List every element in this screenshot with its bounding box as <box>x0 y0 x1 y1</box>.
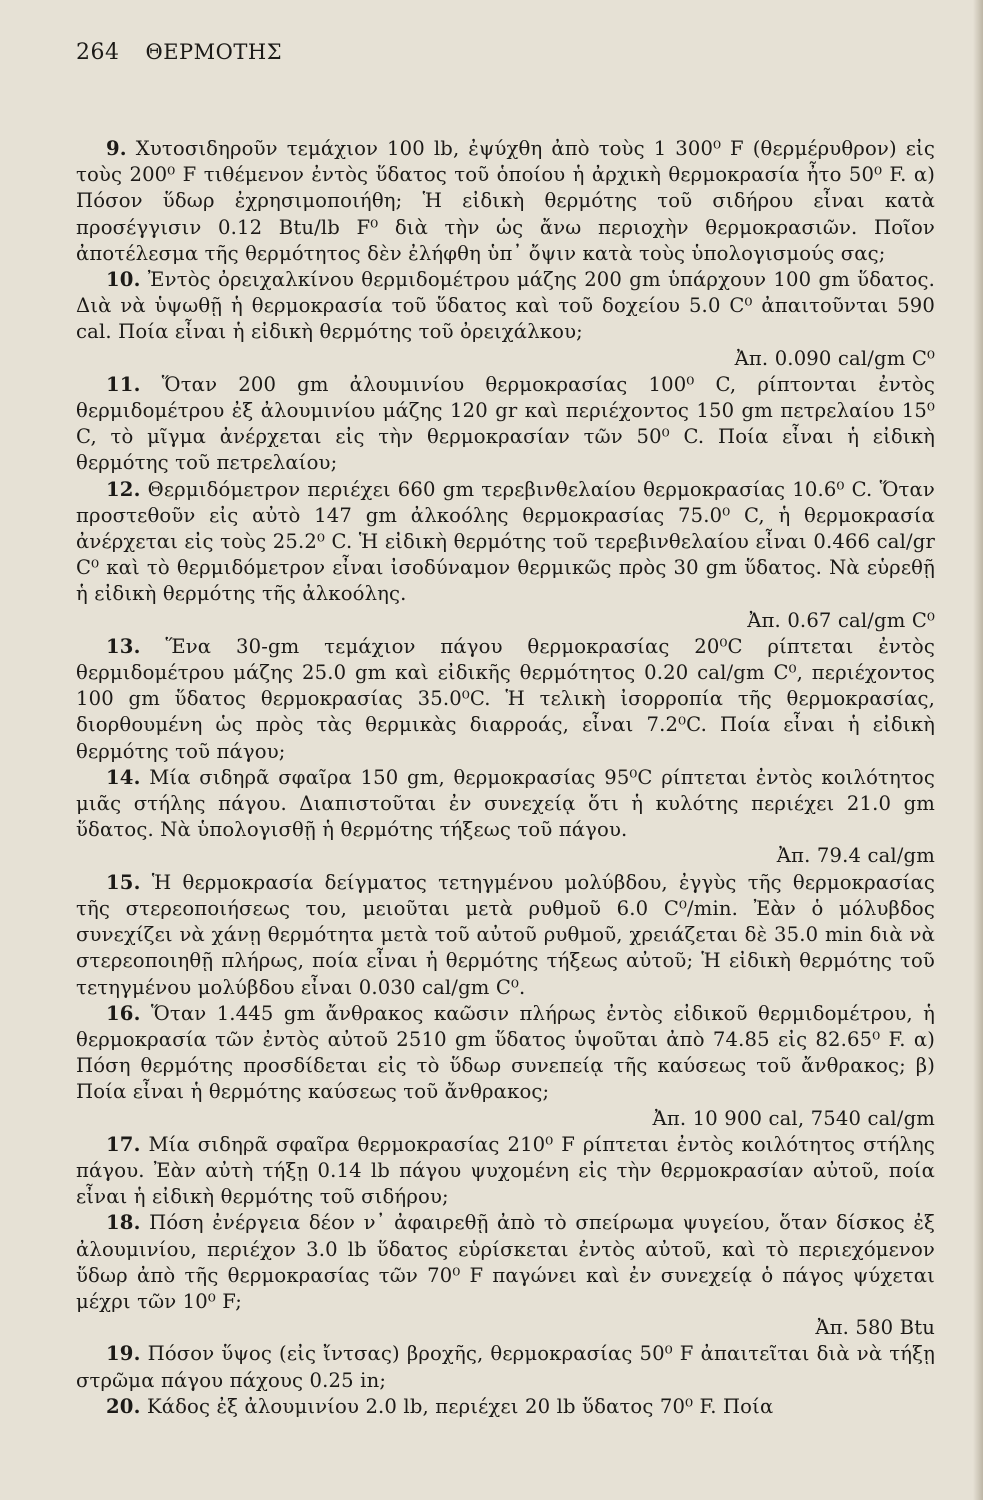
problem-answer: Ἀπ. 10 900 cal, 7540 cal/gm <box>652 1106 935 1130</box>
problem-answer: Ἀπ. 79.4 cal/gm <box>776 844 935 868</box>
problem-text: Πόσον ὕψος (εἰς ἴντσας) βροχῆς, θερμοκρασίας 50⁰ F ἀπαιτεῖται διὰ νὰ τήξῃ στρῶμα πάγου πάχους 0.25 in; <box>76 1342 935 1392</box>
problem-9 <box>76 136 935 267</box>
page-header <box>76 40 935 84</box>
problem-number: 11. <box>106 372 141 396</box>
problem-text: Ὅταν 200 gm ἀλουμινίου θερμοκρασίας 100⁰ C, ρίπτονται ἐντὸς θερμιδομέτρου ἐξ ἀλουμινίου μάζης 120 gr καὶ περιέχοντος 150 gm πετρελαίου 15⁰ C, τὸ μῖγμα ἀνέρχεται εἰς τὴν θερμοκρασίαν τῶν 50⁰ C. Ποία εἶναι ἡ εἰδικὴ θερμότης τοῦ πετρελαίου; <box>76 372 935 475</box>
problem-number: 9. <box>106 137 127 160</box>
problem-text: Ὅταν 1.445 gm ἄνθρακος καῶσιν πλήρως ἐντὸς εἰδικοῦ θερμιδομέτρου, ἡ θερμοκρασία τῶν ἐντὸς αὐτοῦ 2510 gm ὕδατος ὑψοῦται ἀπὸ 74.85 εἰς 82.65⁰ F. α) Πόση θερμότης προσδίδεται εἰς τὸ ὕδωρ συνεπείᾳ τῆς καύσεως τοῦ ἄνθρακος; β) Ποία εἶναι ἡ θερμότης καύσεως τοῦ ἄνθρακος; <box>76 1001 935 1104</box>
problem-number: 20. <box>106 1394 141 1418</box>
problem-text: Ἐντὸς ὀρειχαλκίνου θερμιδομέτρου μάζης 200 gm ὑπάρχουν 100 gm ὕδατος. Διὰ νὰ ὑψωθῇ ἡ θερμοκρασία τοῦ ὕδατος καὶ τοῦ δοχείου 5.0 C⁰ ἀπαιτοῦνται 590 cal. Ποία εἶναι ἡ εἰδικὴ θερμότης τοῦ ὀρειχάλκου; <box>76 268 935 344</box>
problem-number: 13. <box>106 634 141 658</box>
problem-number: 14. <box>106 765 141 789</box>
problem-14 <box>76 765 935 870</box>
problem-number: 12. <box>106 477 141 501</box>
problem-text: Ἡ θερμοκρασία δείγματος τετηγμένου μολύβδου, ἐγγὺς τῆς θερμοκρασίας τῆς στερεοποιήσεως του, μειοῦται μετὰ ρυθμοῦ 6.0 C⁰/min. Ἐὰν ὁ μόλυβδος συνεχίζει νὰ χάνῃ θερμότητα μετὰ τοῦ αὐτοῦ ρυθμοῦ, χρειάζεται δὲ 35.0 min διὰ νὰ στερεοποιηθῇ πλήρως, ποία εἶναι ἡ θερμότης τήξεως αὐτοῦ; Ἡ εἰδικὴ θερμότης τοῦ τετηγμένου μολύβδου εἶναι 0.030 cal/gm C⁰. <box>76 870 935 999</box>
problem-12 <box>76 477 935 634</box>
problem-text: Θερμιδόμετρον περιέχει 660 gm τερεβινθελαίου θερμοκρασίας 10.6⁰ C. Ὅταν προστεθοῦν εἰς αὐτὸ 147 gm ἀλκοόλης θερμοκρασίας 75.0⁰ C, ἡ θερμοκρασία ἀνέρχεται εἰς τοὺς 25.2⁰ C. Ἡ εἰδικὴ θερμότης τοῦ τερεβινθελαίου εἶναι 0.466 cal/gr C⁰ καὶ τὸ θερμιδόμετρον εἶναι ἰσοδύναμον θερμικῶς πρὸς 30 gm ὕδατος. Νὰ εὑρεθῇ ἡ εἰδικὴ θερμότης τῆς ἀλκοόλης. <box>76 477 935 606</box>
problem-number: 19. <box>106 1342 141 1366</box>
problem-text: Μία σιδηρᾶ σφαῖρα θερμοκρασίας 210⁰ F ρίπτεται ἐντὸς κοιλότητος στήλης πάγου. Ἐὰν αὐτὴ τήξῃ 0.14 lb πάγου ψυχομένη εἰς τὴν θερμοκρασίαν αὐτοῦ, ποία εἶναι ἡ εἰδικὴ θερμότης τοῦ σιδήρου; <box>76 1132 935 1209</box>
problem-list <box>76 136 935 1420</box>
problem-answer: Ἀπ. 580 Btu <box>815 1316 935 1340</box>
running-title: ΘΕΡΜΟΤΗΣ <box>145 40 283 64</box>
problem-11 <box>76 372 935 477</box>
problem-text: Κάδος ἐξ ἀλουμινίου 2.0 lb, περιέχει 20 lb ὕδατος 70⁰ F. Ποία <box>146 1394 774 1418</box>
problem-text: Μία σιδηρᾶ σφαῖρα 150 gm, θερμοκρασίας 95⁰C ρίπτεται ἐντὸς κοιλότητος μιᾶς στήλης πάγου. Διαπιστοῦται ἐν συνεχείᾳ ὅτι ἡ κυλότης περιέχει 21.0 gm ὕδατος. Νὰ ὑπολογισθῇ ἡ θερμότης τήξεως τοῦ πάγου. <box>76 765 935 842</box>
problem-19 <box>76 1341 935 1393</box>
problem-answer: Ἀπ. 0.67 cal/gm C⁰ <box>747 608 935 632</box>
problem-15 <box>76 870 935 1001</box>
problem-text: Πόση ἐνέργεια δέον ν᾽ ἀφαιρεθῇ ἀπὸ τὸ σπείρωμα ψυγείου, ὅταν δίσκος ἐξ ἀλουμινίου, περιέχον 3.0 lb ὕδατος εὑρίσκεται ἐντὸς αὐτοῦ, καὶ τὸ περιεχόμενον ὕδωρ ἀπὸ τῆς θερμοκρασίας τῶν 70⁰ F παγώνει καὶ ἐν συνεχείᾳ ὁ πάγος ψύχεται μέχρι τῶν 10⁰ F; <box>76 1211 935 1313</box>
problem-answer: Ἀπ. 0.090 cal/gm C⁰ <box>734 346 935 370</box>
problem-number: 15. <box>106 870 141 894</box>
problem-number: 18. <box>106 1211 141 1235</box>
page-number: 264 <box>76 40 120 65</box>
problem-20 <box>76 1394 935 1420</box>
problem-number: 17. <box>106 1132 141 1156</box>
problem-number: 16. <box>106 1001 141 1025</box>
problem-number: 10. <box>106 268 141 292</box>
page-edge-shadow <box>973 0 983 1500</box>
problem-16 <box>76 1001 935 1132</box>
problem-text: Χυτοσιδηροῦν τεμάχιον 100 lb, ἐψύχθη ἀπὸ τοὺς 1 300⁰ F (θερμέρυθρον) εἰς τοὺς 200⁰ F τιθέμενον ἐντὸς ὕδατος τοῦ ὁποίου ἡ ἀρχικὴ θερμοκρασία ἦτο 50⁰ F. α) Πόσον ὕδωρ ἐχρησιμοποιήθη; Ἡ εἰδικὴ θερμότης τοῦ σιδήρου εἶναι κατὰ προσέγγισιν 0.12 Btu/lb F⁰ διὰ τὴν ὡς ἄνω περιοχὴν θερμοκρασιῶν. Ποῖον ἀποτέλεσμα τῆς θερμότητος δὲν ἐλήφθη ὑπ᾽ ὄψιν κατὰ τοὺς ὑπολογισμούς σας; <box>76 137 935 265</box>
problem-13 <box>76 634 935 765</box>
problem-18 <box>76 1210 935 1341</box>
problem-text: Ἕνα 30-gm τεμάχιον πάγου θερμοκρασίας 20⁰C ρίπτεται ἐντὸς θερμιδομέτρου μάζης 25.0 gm καὶ εἰδικῆς θερμότητος 0.20 cal/gm C⁰, περιέχοντος 100 gm ὕδατος θερμοκρασίας 35.0⁰C. Ἡ τελικὴ ἰσορροπία τῆς θερμοκρασίας, διορθουμένη ὡς πρὸς τὰς θερμικὰς διαρροάς, εἶναι 7.2⁰C. Ποία εἶναι ἡ εἰδικὴ θερμότης τοῦ πάγου; <box>76 634 935 763</box>
problem-10 <box>76 267 935 372</box>
problem-17 <box>76 1132 935 1211</box>
